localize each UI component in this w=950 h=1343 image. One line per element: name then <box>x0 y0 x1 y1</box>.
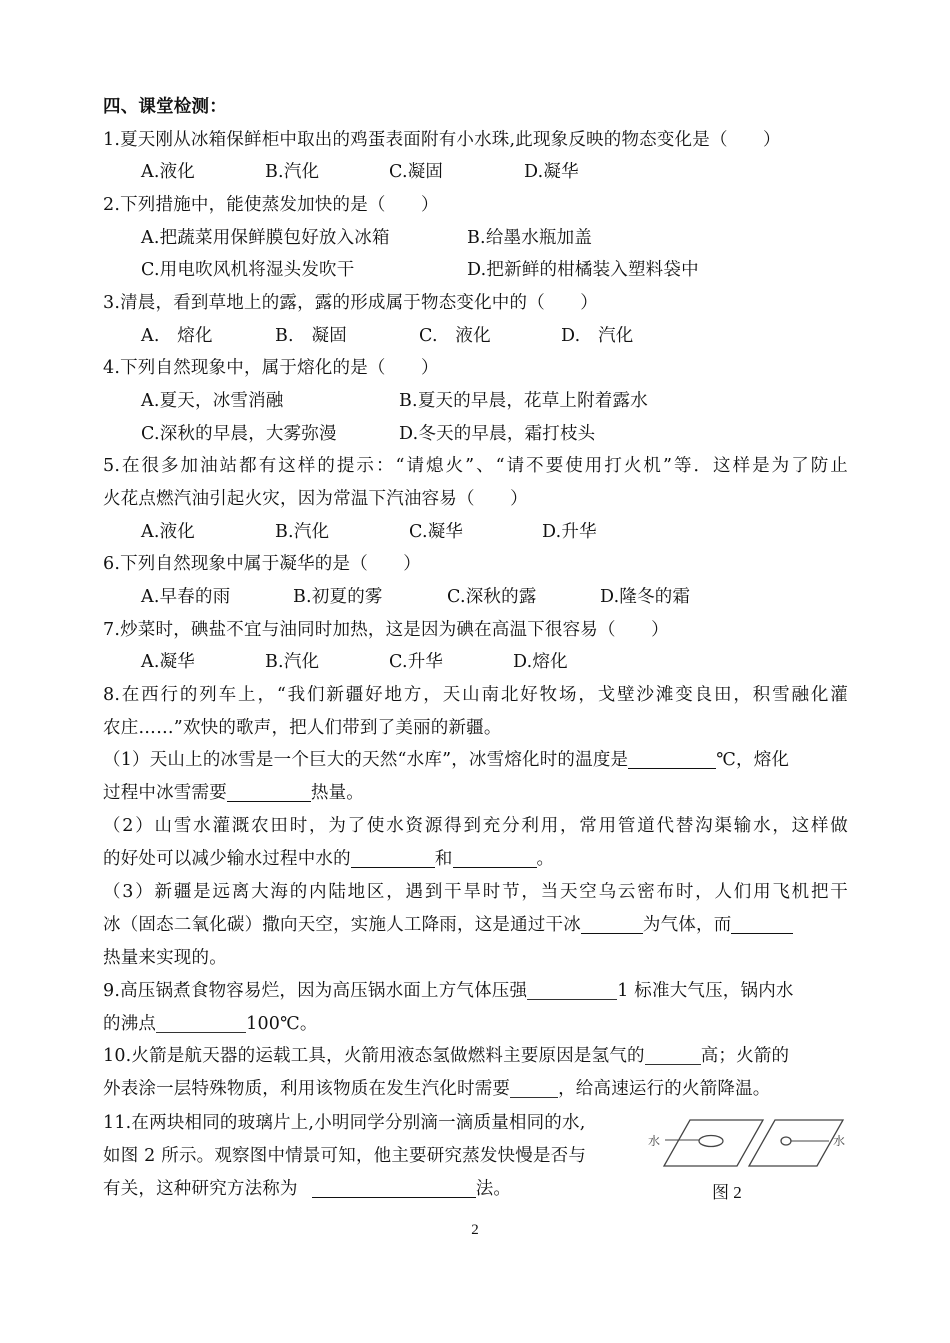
figure-caption: 图 2 <box>712 1183 742 1202</box>
q5-option-a: A.液化 <box>141 522 196 542</box>
q9-blank-boiling-point[interactable] <box>156 1012 246 1033</box>
q9-text-b: 1 标准大气压，锅内水 <box>617 981 794 1001</box>
q8-part2-line2 <box>103 843 848 876</box>
q5-option-b: B.汽化 <box>275 522 330 542</box>
q8-part3-line1: （3）新疆是远离大海的内陆地区，遇到干旱时节，当天空乌云密布时，人们用飞机把干 <box>103 882 848 902</box>
right-water-drop <box>781 1137 791 1145</box>
q8-blank-heat-2[interactable] <box>731 913 793 934</box>
q9-line1 <box>103 975 848 1008</box>
q8-part3-line3: 热量来实现的。 <box>103 948 227 968</box>
q5-option-c: C.凝华 <box>409 522 464 542</box>
q8-p3-text-c: 为气体，而 <box>642 915 732 935</box>
q10-text-b: 高；火箭的 <box>700 1046 790 1066</box>
q5-option-d: D.升华 <box>542 522 597 542</box>
q8-blank-heat[interactable] <box>227 781 311 802</box>
q11-line1: 11.在两块相同的玻璃片上,小明同学分别滴一滴质量相同的水, <box>103 1113 586 1133</box>
q6-option-b: B.初夏的雾 <box>293 587 383 607</box>
q8-p1-text-d: 热量。 <box>310 783 365 803</box>
q3-option-b: B. 凝固 <box>275 326 347 346</box>
q1-options <box>103 156 848 189</box>
q4-stem: 4.下列自然现象中，属于熔化的是（ ） <box>103 358 439 378</box>
q2-stem: 2.下列措施中，能使蒸发加快的是（ ） <box>103 195 439 215</box>
page-number: 2 <box>471 1222 479 1238</box>
q2-option-d: D.把新鲜的柑橘装入塑料袋中 <box>467 260 699 280</box>
left-water-drop <box>699 1136 723 1147</box>
q8-part3-line2 <box>103 909 848 942</box>
q4-option-a: A.夏天，冰雪消融 <box>141 391 284 411</box>
q8-line2: 农庄……”欢快的歌声，把人们带到了美丽的新疆。 <box>103 718 502 738</box>
q7-options <box>103 646 848 679</box>
q2-options-row2 <box>103 254 848 287</box>
q8-p2-text-c: 和 <box>434 849 453 869</box>
q6-option-c: C.深秋的露 <box>447 587 537 607</box>
q4-option-b: B.夏天的早晨，花草上附着露水 <box>399 391 648 411</box>
q1-option-c: C.凝固 <box>389 162 444 182</box>
q8-part1-line2 <box>103 777 848 810</box>
q10-text-d: ，给高速运行的火箭降温。 <box>558 1079 771 1099</box>
q3-option-a: A. 熔化 <box>141 326 213 346</box>
q11-text-a: 有关，这种研究方法称为 <box>103 1179 298 1199</box>
q7-option-b: B.汽化 <box>265 652 320 672</box>
q8-blank-phase-change[interactable] <box>581 913 643 934</box>
q8-part2-line1: （2）山雪水灌溉农田时，为了使水资源得到充分利用，常用管道代替沟渠输水，这样做 <box>103 816 848 836</box>
q10-blank-property[interactable] <box>645 1044 701 1065</box>
q9-text-d: 100℃。 <box>246 1014 318 1034</box>
q8-blank-loss-1[interactable] <box>351 847 435 868</box>
q8-p1-text-b: ℃，熔化 <box>716 750 790 770</box>
q8-p1-text-a: （1）天山上的冰雪是一个巨大的天然“水库”，冰雪熔化时的温度是 <box>103 750 629 770</box>
q9-blank-pressure[interactable] <box>527 979 617 1000</box>
q1-stem: 1.夏天刚从冰箱保鲜柜中取出的鸡蛋表面附有小水珠,此现象反映的物态变化是（ ） <box>103 130 781 150</box>
q5-line1: 5.在很多加油站都有这样的提示：“请熄火”、“请不要使用打火机”等．这样是为了防止 <box>103 456 848 476</box>
q4-options-row2 <box>103 418 848 451</box>
q8-p3-text-b: 冰（固态二氧化碳）撒向天空，实施人工降雨，这是通过干冰 <box>103 915 581 935</box>
q3-option-c: C. 液化 <box>419 326 491 346</box>
q10-line1 <box>103 1040 848 1073</box>
q10-text-c: 外表涂一层特殊物质，利用该物质在发生汽化时需要 <box>103 1079 511 1099</box>
q3-options <box>103 320 848 353</box>
q2-option-c: C.用电吹风机将湿头发吹干 <box>141 260 355 280</box>
q7-stem: 7.炒菜时，碘盐不宜与油同时加热，这是因为碘在高温下很容易（ ） <box>103 620 669 640</box>
q4-option-d: D.冬天的早晨，霜打枝头 <box>399 424 596 444</box>
q6-stem: 6.下列自然现象中属于凝华的是（ ） <box>103 554 421 574</box>
q9-line2 <box>103 1008 848 1041</box>
q8-p2-text-d: 。 <box>536 849 555 869</box>
q1-option-a: A.液化 <box>141 162 196 182</box>
q6-option-d: D.隆冬的霜 <box>600 587 691 607</box>
q11-line3 <box>103 1173 633 1206</box>
right-glass-plate <box>749 1120 846 1166</box>
q2-option-b: B.给墨水瓶加盖 <box>467 228 593 248</box>
q3-option-d: D. 汽化 <box>561 326 634 346</box>
q5-line2: 火花点燃汽油引起火灾，因为常温下汽油容易（ ） <box>103 489 528 509</box>
q8-blank-melting-temp[interactable] <box>628 748 716 769</box>
q7-option-a: A.凝华 <box>141 652 196 672</box>
q8-p1-text-c: 过程中冰雪需要 <box>103 783 227 803</box>
q4-options-row1 <box>103 385 848 418</box>
q10-text-a: 10.火箭是航天器的运载工具，火箭用液态氢做燃料主要原因是氢气的 <box>103 1046 645 1066</box>
q5-options <box>103 516 848 549</box>
q8-part1-line1 <box>103 744 848 777</box>
q2-options-row1 <box>103 222 848 255</box>
q8-blank-loss-2[interactable] <box>453 847 537 868</box>
q9-text-a: 9.高压锅煮食物容易烂，因为高压锅水面上方气体压强 <box>103 981 528 1001</box>
q1-option-d: D.凝华 <box>524 162 579 182</box>
right-water-label: 水 <box>833 1134 846 1148</box>
q8-line1: 8.在西行的列车上，“我们新疆好地方，天山南北好牧场，戈壁沙滩变良田，积雪融化灌 <box>103 685 848 705</box>
q3-stem: 3.清晨，看到草地上的露，露的形成属于物态变化中的（ ） <box>103 293 598 313</box>
q9-text-c: 的沸点 <box>103 1014 157 1034</box>
q1-option-b: B.汽化 <box>265 162 320 182</box>
q10-blank-heat[interactable] <box>510 1077 558 1098</box>
q10-line2 <box>103 1073 848 1106</box>
left-water-label: 水 <box>648 1134 661 1148</box>
section-title: 四、课堂检测： <box>103 97 227 117</box>
q4-option-c: C.深秋的早晨，大雾弥漫 <box>141 424 337 444</box>
q6-option-a: A.早春的雨 <box>141 587 231 607</box>
q7-option-c: C.升华 <box>389 652 444 672</box>
figure-2-glass-plates <box>645 1112 850 1172</box>
q11-blank-method[interactable] <box>312 1177 476 1198</box>
q11-text-b: 法。 <box>475 1179 512 1199</box>
q6-options <box>103 581 848 614</box>
q2-option-a: A.把蔬菜用保鲜膜包好放入冰箱 <box>141 228 390 248</box>
q11-line2: 如图 2 所示。观察图中情景可知，他主要研究蒸发快慢是否与 <box>103 1146 587 1166</box>
q8-p2-text-b: 的好处可以减少输水过程中水的 <box>103 849 351 869</box>
q7-option-d: D.熔化 <box>513 652 568 672</box>
